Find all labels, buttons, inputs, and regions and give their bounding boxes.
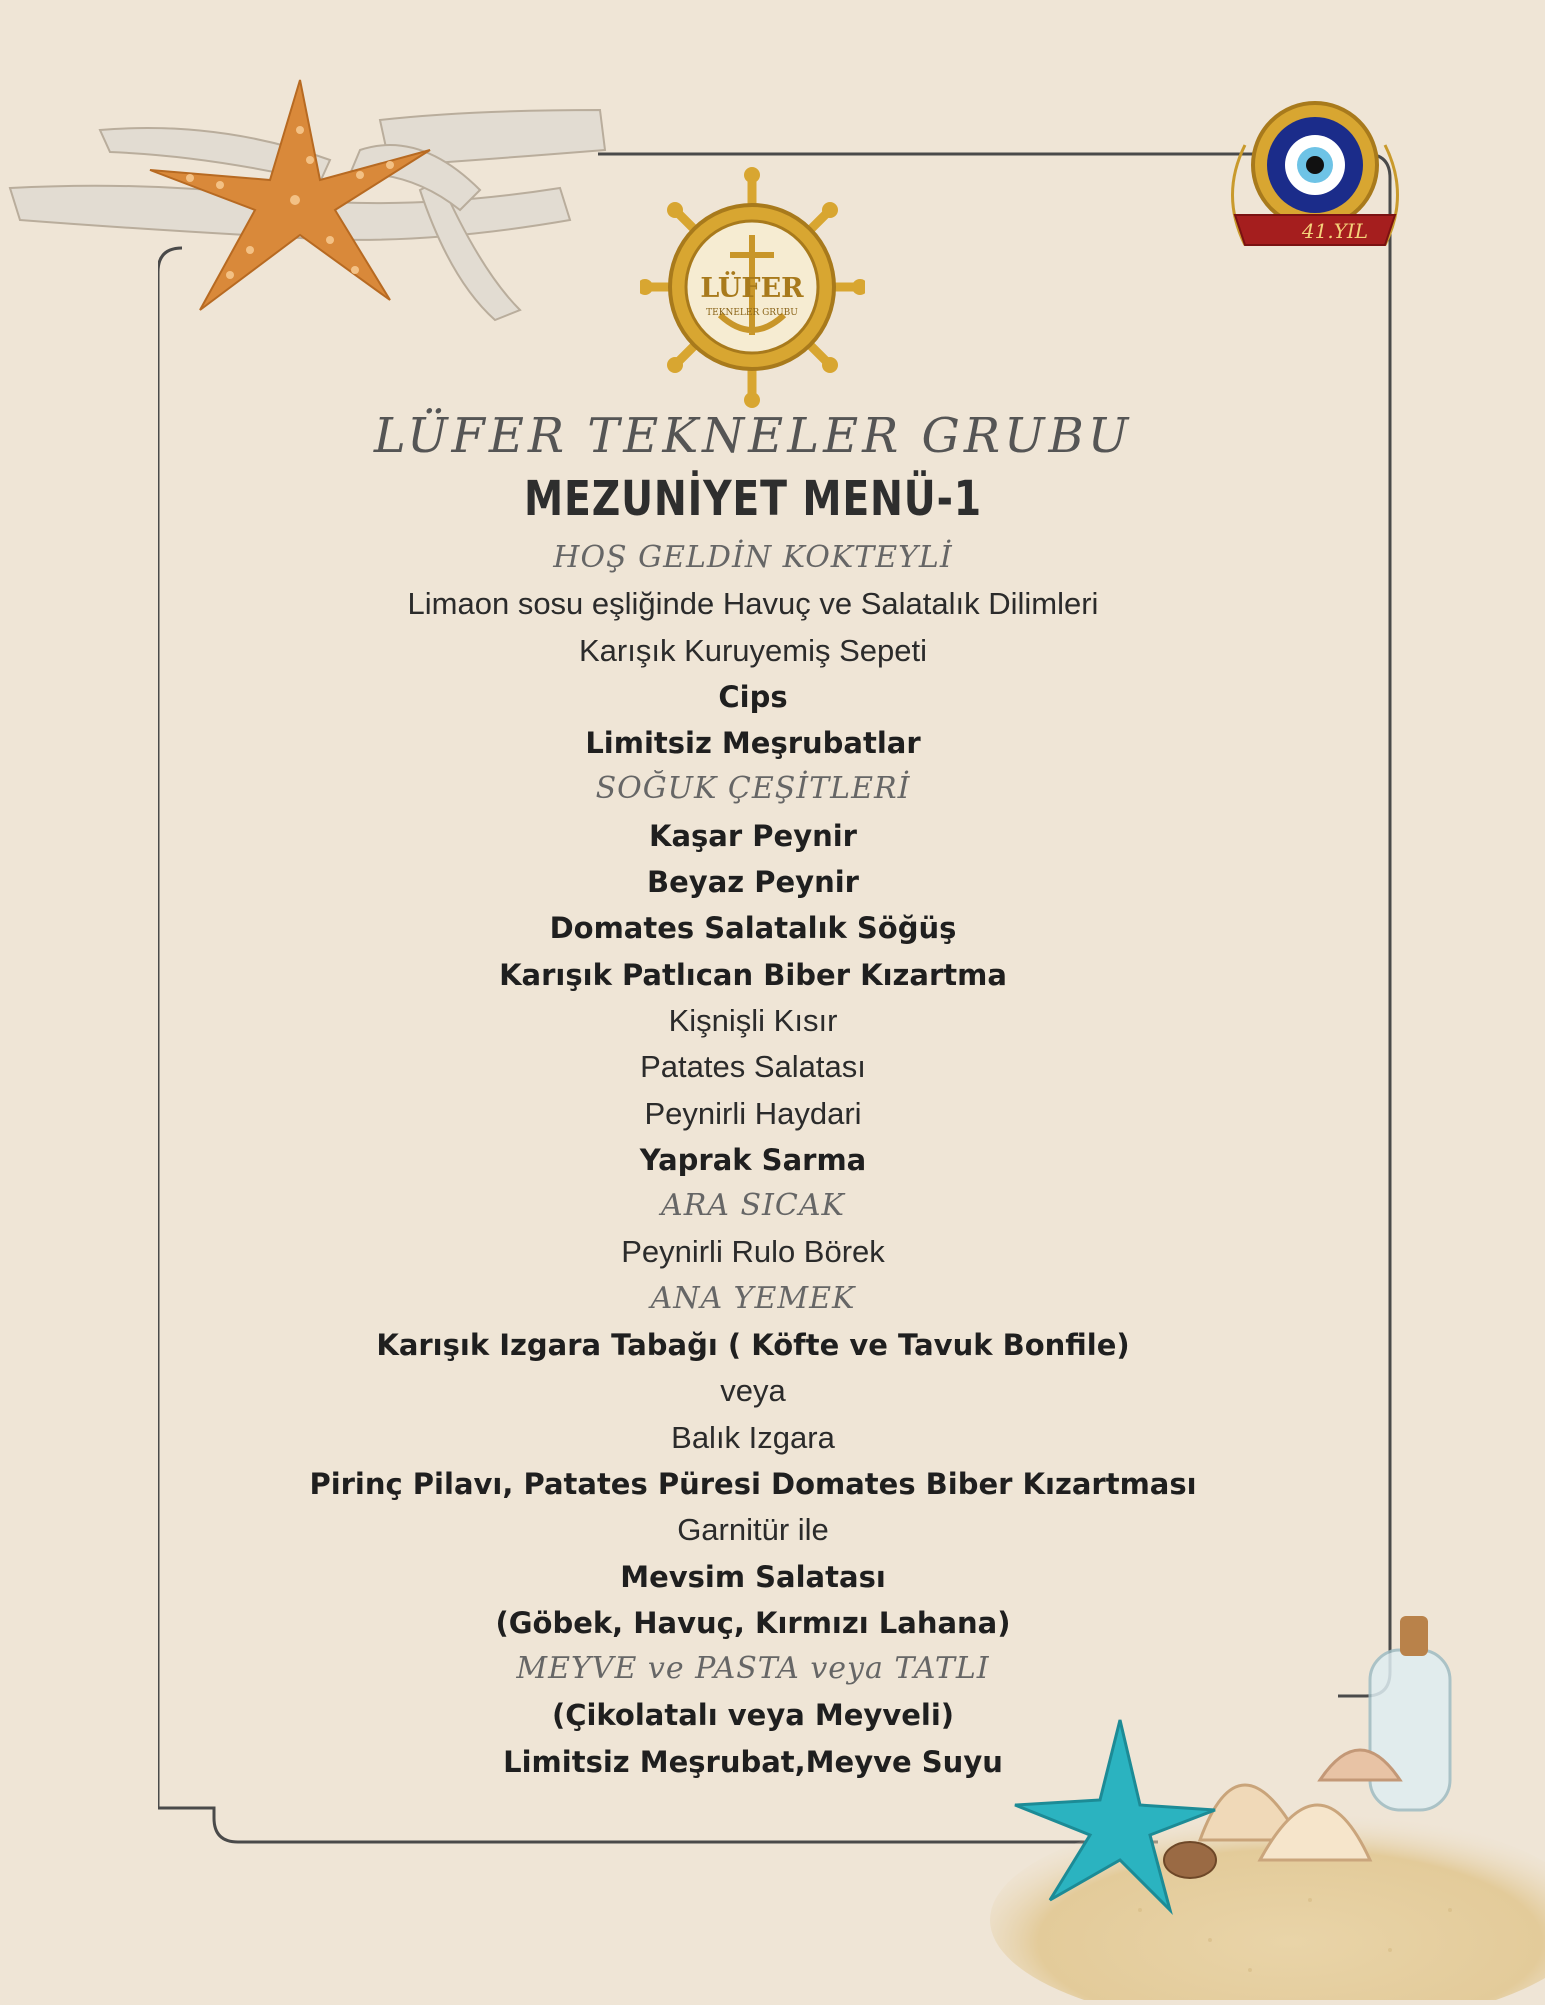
company-logo [640,165,865,410]
menu-item: Karışık Izgara Tabağı ( Köfte ve Tavuk Bonfile) [376,1328,1130,1363]
menu-item: Karışık Kuruyemiş Sepeti [578,632,928,668]
menu-item: Patates Salatası [640,1049,866,1085]
menu-item: Limitsiz Meşrubatlar [585,726,921,761]
menu-item: Limaon sosu eşliğinde Havuç ve Salatalık Dilimleri [407,586,1099,622]
logo-name: LÜFER [700,273,804,304]
menu-item: (Çikolatalı veya Meyveli) [551,1698,955,1733]
menu-item: Domates Salatalık Söğüş [549,911,957,946]
menu-item: Limitsiz Meşrubat,Meyve Suyu [503,1744,1003,1779]
menu-item: Pirinç Pilavı, Patates Püresi Domates Biber Kızartması [309,1466,1197,1501]
menu-section-heading: ANA YEMEK [650,1280,856,1316]
starfish-driftwood-decoration [0,70,620,330]
badge-label: 41.YIL [1301,219,1369,243]
menu-content [158,405,1348,1785]
menu-section-heading: ARA SICAK [661,1188,845,1224]
menu-section-heading: MEYVE ve PASTA veya TATLI [516,1651,990,1687]
menu-item: (Göbek, Havuç, Kırmızı Lahana) [495,1605,1011,1640]
menu-section-heading: HOŞ GELDİN KOKTEYLİ [553,540,953,575]
menu-item: Beyaz Peynir [647,865,859,900]
page-title: MEZUNİYET MENÜ-1 [524,471,982,527]
logo-subtitle: TEKNELER GRUBU [706,308,798,318]
menu-section-heading: SOĞUK ÇEŞİTLERİ [595,771,911,807]
menu-item: Cips [718,679,788,714]
menu-item: Karışık Patlıcan Biber Kızartma [499,957,1007,992]
menu-item: veya [720,1373,786,1409]
menu-list [158,535,1348,1785]
menu-item: Garnitür ile [677,1512,829,1548]
menu-item: Kaşar Peynir [649,818,857,853]
menu-item: Mevsim Salatası [620,1559,886,1594]
menu-item: Balık Izgara [671,1419,835,1455]
menu-item: Peynirli Haydari [644,1095,862,1131]
menu-item: Kişnişli Kısır [668,1002,838,1038]
anniversary-badge [1215,95,1415,260]
menu-item: Peynirli Rulo Börek [621,1234,885,1270]
brand-title: LÜFER TEKNELER GRUBU [373,408,1133,464]
menu-item: Yaprak Sarma [639,1142,867,1177]
